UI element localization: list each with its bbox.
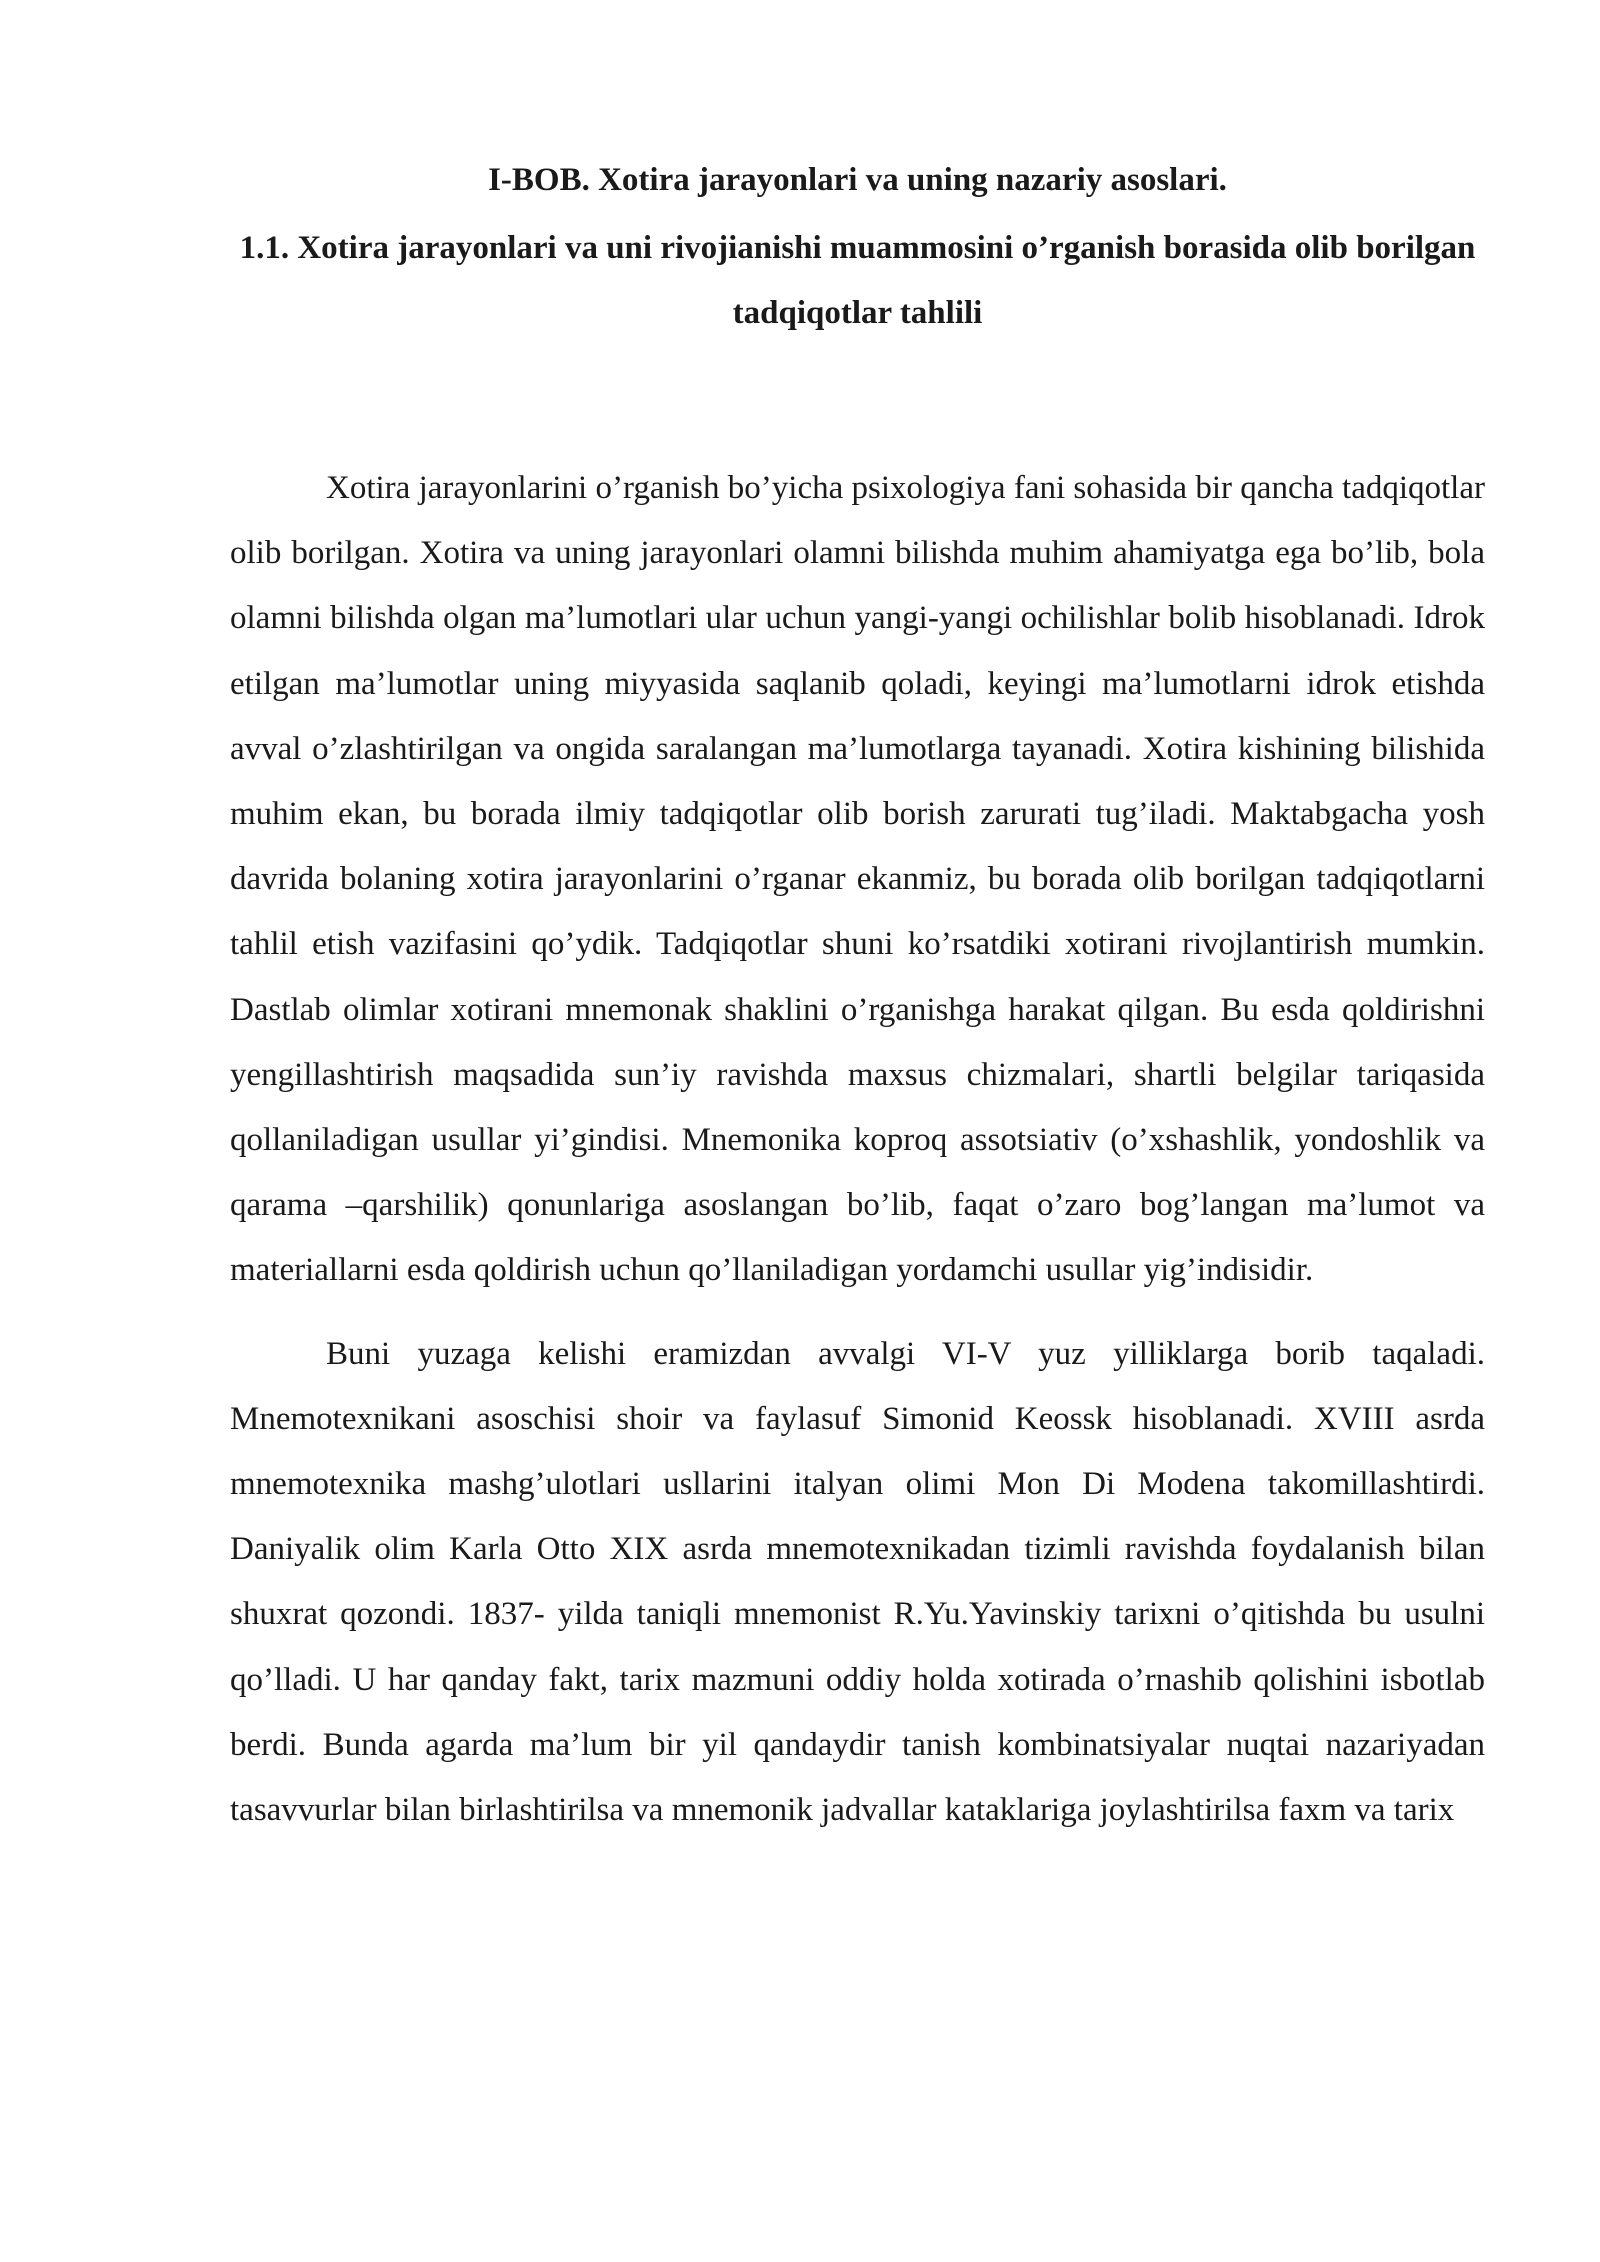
- chapter-title: I-BOB. Xotira jarayonlari va uning nazariy asoslari.: [488, 162, 1227, 198]
- paragraph-1: Xotira jarayonlarini o’rganish bo’yicha psixologiya fani sohasida bir qancha tadqiqotlar olib borilgan. Xotira va uning jarayonlari olamni bilishda muhim ahamiyatga ega bo’lib, bola olamni bilishda olgan ma’lumotlari ular uchun yangi-yangi ochilishlar bolib hisoblanadi. Idrok etilgan ma’lumotlar uning miyyasida saqlanib qoladi, keyingi ma’lumotlarni idrok etishda avval o’zlashtirilgan va ongida saralangan ma’lumotlarga tayanadi. Xotira kishining bilishida muhim ekan, bu borada ilmiy tadqiqotlar olib borish zarurati tug’iladi. Maktabgacha yosh davrida bolaning xotira jarayonlarini o’rganar ekanmiz, bu borada olib borilgan tadqiqotlarni tahlil etish vazifasini qo’ydik. Tadqiqotlar shuni ko’rsatdiki xotirani rivojlantirish mumkin. Dastlab olimlar xotirani mnemonak shaklini o’rganishga harakat qilgan. Bu esda qoldirishni yengillashtirish maqsadida sun’iy ravishda maxsus chizmalari, shartli belgilar tariqasida qollaniladigan usullar yi’gindisi. Mnemonika koproq assotsiativ (o’xshashlik, yondoshlik va qarama –qarshilik) qonunlariga asoslangan bo’lib, faqat o’zaro bog’langan ma’lumot va materiallarni esda qoldirish uchun qo’llaniladigan yordamchi usullar yig’indisidir.: [230, 470, 1485, 1289]
- body-text: [230, 456, 1485, 1843]
- section-title: 1.1. Xotira jarayonlari va uni rivojianishi muammosini o’rganish borasida olib borilgan tadqiqotlar tahlili: [239, 230, 1476, 331]
- paragraph-2: Buni yuzaga kelishi eramizdan avvalgi VI-V yuz yilliklarga borib taqaladi. Mnemotexnikani asoschisi shoir va faylasuf Simonid Keossk hisoblanadi. XVIII asrda mnemotexnika mashg’ulotlari usllarini italyan olimi Mon Di Modena takomillashtirdi. Daniyalik olim Karla Otto XIX asrda mnemotexnikadan tizimli ravishda foydalanish bilan shuxrat qozondi. 1837- yilda taniqli mnemonist R.Yu.Yavinskiy tarixni o’qitishda bu usulni qo’lladi. U har qanday fakt, tarix mazmuni oddiy holda xotirada o’rnashib qolishini isbotlab berdi. Bunda agarda ma’lum bir yil qandaydir tanish kombinatsiyalar nuqtai nazariyadan tasavvurlar bilan birlashtirilsa va mnemonik jadvallar kataklariga joylashtirilsa faxm va tarix: [230, 1335, 1485, 1829]
